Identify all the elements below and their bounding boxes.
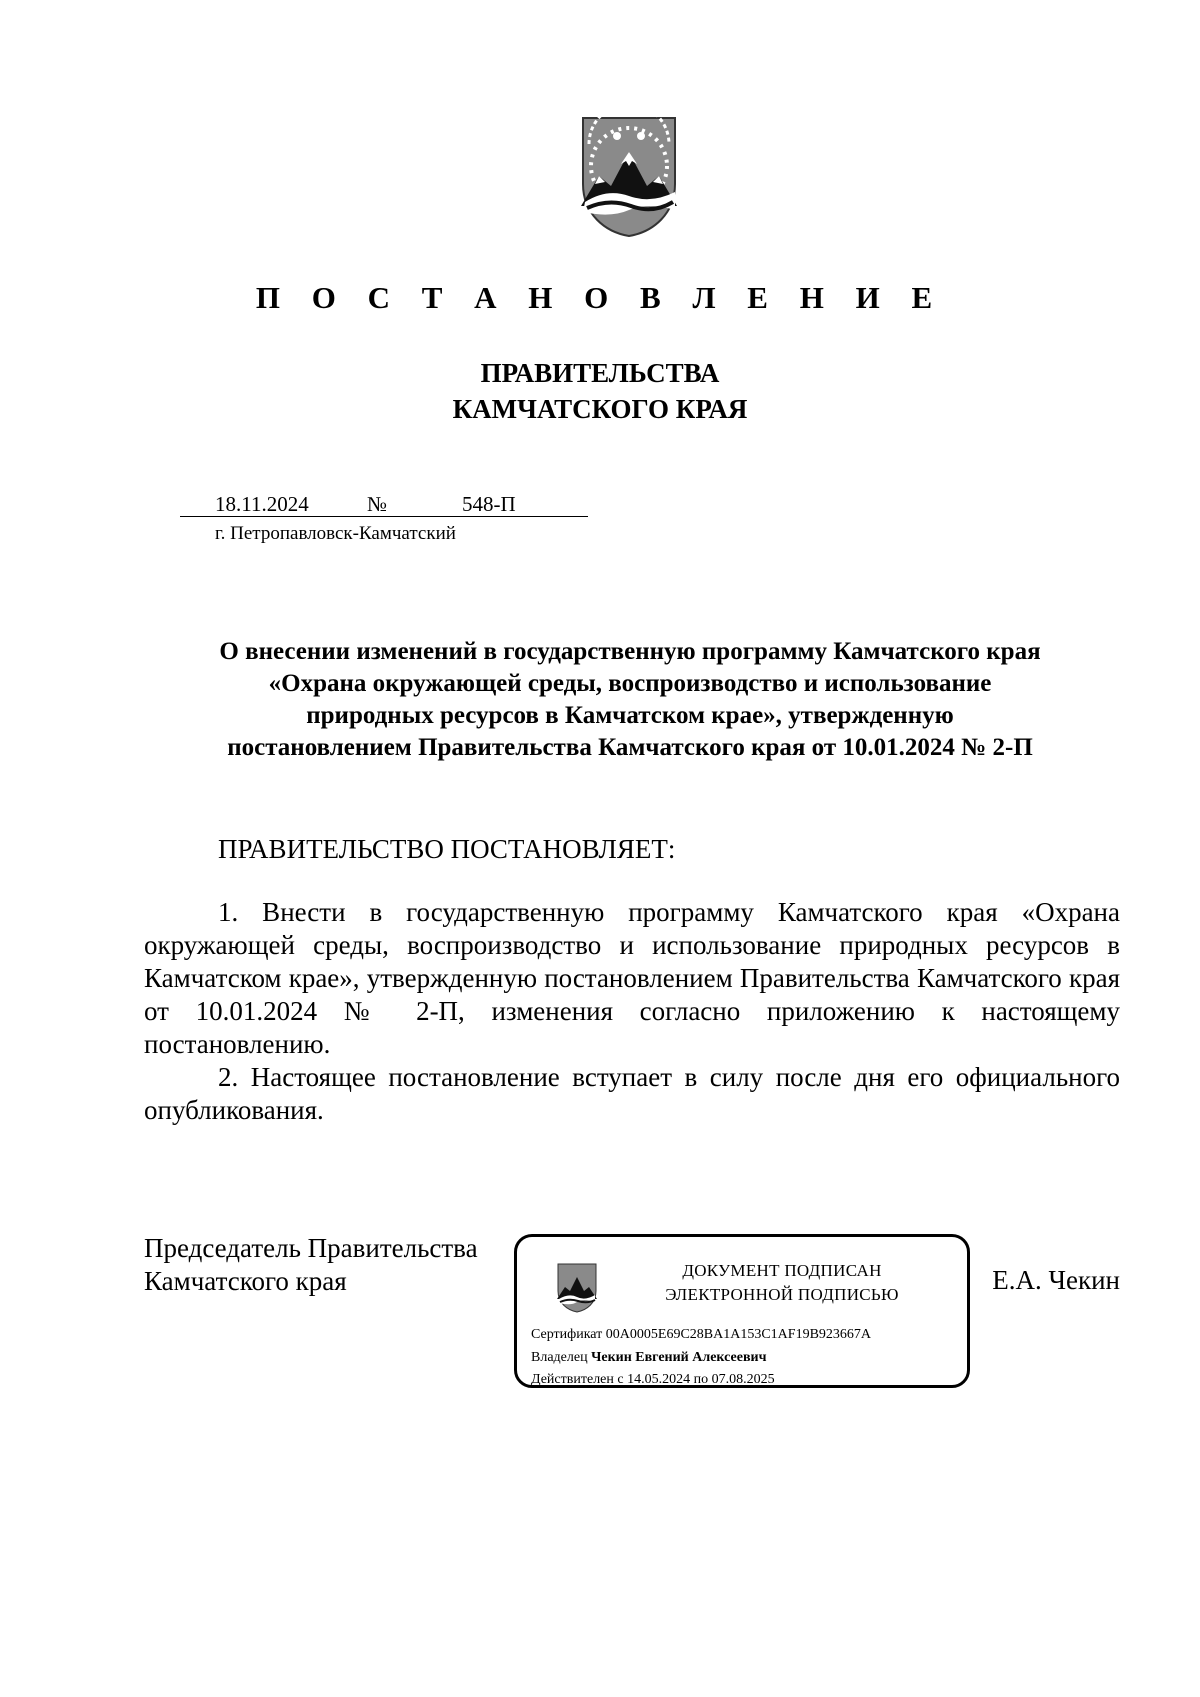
document-date: 18.11.2024 bbox=[215, 492, 309, 516]
issuer-line-2: КАМЧАТСКОГО КРАЯ bbox=[452, 394, 748, 424]
owner-value: Чекин Евгений Алексеевич bbox=[591, 1350, 767, 1365]
issuer-heading bbox=[0, 355, 1200, 427]
owner-label: Владелец bbox=[531, 1350, 588, 1365]
number-sign: № bbox=[367, 492, 388, 516]
valid-to: 07.08.2025 bbox=[711, 1372, 775, 1387]
decree-heading: ПРАВИТЕЛЬСТВО ПОСТАНОВЛЯЕТ: bbox=[218, 834, 676, 864]
document-meta bbox=[180, 490, 600, 544]
issuer-line-1: ПРАВИТЕЛЬСТВА bbox=[480, 358, 720, 388]
document-subject bbox=[140, 636, 1120, 764]
paragraph-2: 2. Настоящее постановление вступает в силу после дня его официального опубликования. bbox=[144, 1062, 1120, 1125]
signer-title-line-1: Председатель Правительства bbox=[144, 1233, 478, 1263]
subject-line-3: природных ресурсов в Камчатском крае», утвержденную bbox=[306, 702, 954, 729]
stamp-header-line-1: ДОКУМЕНТ ПОДПИСАН bbox=[682, 1261, 882, 1280]
stamp-validity bbox=[531, 1372, 775, 1388]
meta-underline bbox=[180, 516, 588, 517]
signer-title-line-2: Камчатского края bbox=[144, 1266, 347, 1296]
stamp-header-line-2: ЭЛЕКТРОННОЙ ПОДПИСЬЮ bbox=[665, 1285, 899, 1304]
certificate-label: Сертификат bbox=[531, 1327, 603, 1342]
stamp-owner bbox=[531, 1350, 766, 1366]
subject-line-1: О внесении изменений в государственную программу Камчатского края bbox=[219, 638, 1041, 665]
valid-to-label: по bbox=[693, 1372, 709, 1387]
coat-of-arms-icon bbox=[577, 114, 681, 238]
electronic-signature-stamp bbox=[514, 1234, 970, 1388]
document-number: 548-П bbox=[462, 492, 516, 516]
signer-title bbox=[144, 1232, 478, 1298]
subject-line-2: «Охрана окружающей среды, воспроизводство и использование bbox=[268, 670, 992, 697]
validity-label: Действителен с bbox=[531, 1372, 624, 1387]
stamp-certificate bbox=[531, 1327, 871, 1343]
document-city: г. Петропавловск-Камчатский bbox=[215, 523, 456, 544]
paragraph-1: 1. Внести в государственную программу Камчатского края «Охрана окружающей среды, воспроизводство и использование природных ресурсов в Камчатском крае», утвержденную постановлением Правительства Камчатского края от 10.01.2024 № 2-П, изменения согласно приложению к настоящему постановлению. bbox=[144, 897, 1120, 1059]
document-body bbox=[144, 896, 1120, 1127]
subject-line-4: постановлением Правительства Камчатского края от 10.01.2024 № 2-П bbox=[227, 734, 1033, 761]
document-type-title: П О С Т А Н О В Л Е Н И Е bbox=[255, 280, 945, 315]
stamp-header bbox=[627, 1259, 937, 1307]
signer-name: Е.А. Чекин bbox=[992, 1265, 1120, 1295]
stamp-emblem-icon bbox=[555, 1261, 599, 1313]
certificate-value: 00A0005E69C28BA1A153C1AF19B923667A bbox=[605, 1327, 872, 1342]
valid-from: 14.05.2024 bbox=[627, 1372, 691, 1387]
